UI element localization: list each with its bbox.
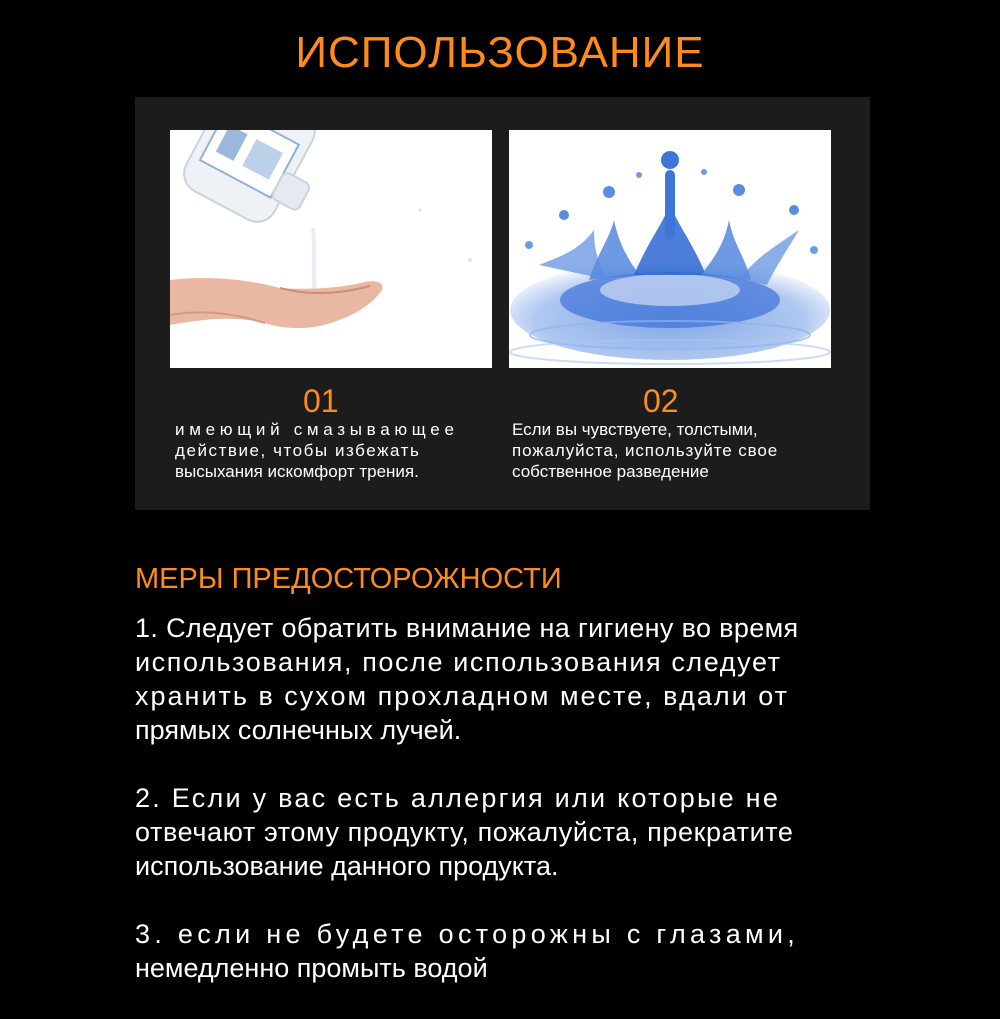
water-splash-illustration [509,130,831,368]
water-splash-photo [509,130,831,368]
step-description-line: действие, чтобы избежать [175,441,421,460]
step-description-line: высыхания искомфорт трения. [175,462,419,481]
step-description-line: пожалуйста, используйте свое [512,441,779,460]
step-number-01: 01 [303,383,339,419]
precaution-item-1 [135,611,870,747]
hand-bottle-photo [170,130,492,368]
precaution-line: использование данного продукта. [135,851,559,881]
precaution-line: хранить в сухом прохладном месте, вдали от [135,681,790,711]
page-title: ИСПОЛЬЗОВАНИЕ [295,28,705,77]
usage-panel [135,97,870,510]
precaution-item-3 [135,917,870,985]
step-description-01 [175,419,493,482]
step-description-line: имеющий смазывающее [175,420,459,439]
precautions-title: МЕРЫ ПРЕДОСТОРОЖНОСТИ [135,563,562,595]
precaution-line: 2. Если у вас есть аллергия или которые не [135,783,781,813]
precaution-line: отвечают этому продукту, пожалуйста, прекратите [135,817,794,847]
precaution-line: использования, после использования следует [135,647,782,677]
precaution-item-2 [135,781,870,883]
step-description-line: Если вы чувствуете, толстыми, [512,420,758,439]
precaution-line: 1. Следует обратить внимание на гигиену во время [135,613,799,643]
precaution-line: немедленно промыть водой [135,953,488,983]
step-description-02 [512,419,830,482]
precautions-list [135,611,870,1019]
hand-bottle-illustration [170,130,492,368]
precaution-line: прямых солнечных лучей. [135,715,462,745]
step-number-02: 02 [643,383,679,419]
precaution-line: 3. если не будете осторожны с глазами, [135,919,800,949]
step-description-line: собственное разведение [512,462,709,481]
